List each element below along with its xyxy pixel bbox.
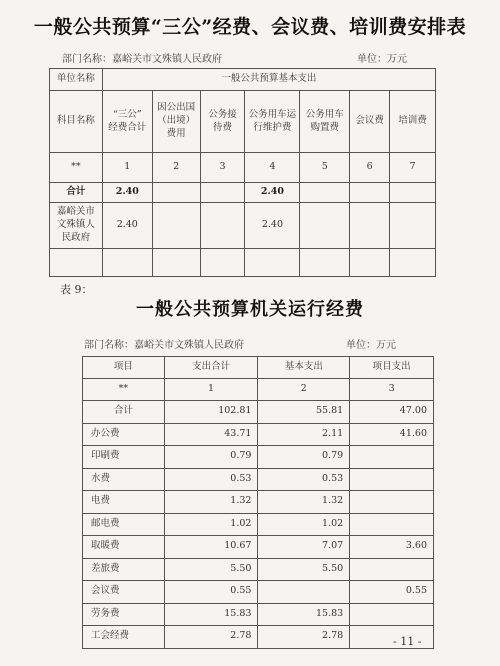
table1-org-row <box>50 203 436 249</box>
table-row <box>83 468 434 491</box>
table2-title: 一般公共预算机关运行经费 <box>136 299 364 320</box>
table1-empty-row <box>50 249 436 277</box>
table2-cell <box>350 491 434 514</box>
table1-col-header: 公务用车 购置费 <box>300 91 350 153</box>
table1-cell: 1 <box>102 153 152 183</box>
table1-cell: 2.40 <box>245 203 300 249</box>
table2-cell: 3 <box>350 379 434 401</box>
table2-cell: ** <box>83 379 165 401</box>
table2-cell: 1.02 <box>258 513 350 536</box>
table-row <box>83 558 434 581</box>
table1-title: 一般公共预算“三公”经费、会议费、培训费安排表 <box>33 16 467 38</box>
table1-dept: 部门名称：嘉峪关市文殊镇人民政府 <box>62 54 222 65</box>
table1-cell: 合计 <box>50 183 103 203</box>
table1-cell: 2.40 <box>102 203 152 249</box>
table2-cell: 3.60 <box>350 536 434 559</box>
table2-cell: 43.71 <box>164 423 258 446</box>
table1-org-name: 嘉峪关市 文殊镇人 民政府 <box>50 203 103 249</box>
table2-header-row <box>83 357 434 379</box>
table2-row-label: 会议费 <box>83 581 165 604</box>
table2-row-label: 办公费 <box>83 423 165 446</box>
page-number: - 11 - <box>393 635 422 648</box>
table2-body <box>83 401 434 649</box>
table2-cell <box>258 581 350 604</box>
table-row <box>83 626 434 649</box>
table1-unit: 单位：万元 <box>357 54 407 65</box>
table1-col-header: 培训费 <box>390 91 436 153</box>
table1-cell <box>350 183 390 203</box>
table2-row-label: 合计 <box>83 401 165 424</box>
table2-cell: 41.60 <box>350 423 434 446</box>
table2-cell: 10.67 <box>164 536 258 559</box>
table1-cell: 5 <box>300 153 350 183</box>
table2-cell: 1.32 <box>164 491 258 514</box>
table2-index-row <box>83 379 434 401</box>
table1-header-span: 一般公共预算基本支出 <box>102 69 435 91</box>
table1-unit-name-label: 单位名称 <box>50 69 103 91</box>
table2-cell: 1.32 <box>258 491 350 514</box>
table2-cell <box>350 468 434 491</box>
table-row <box>83 536 434 559</box>
table2-cell: 7.07 <box>258 536 350 559</box>
table2-col-header: 项目支出 <box>350 357 434 379</box>
table-row <box>83 423 434 446</box>
table2-row-label: 劳务费 <box>83 603 165 626</box>
table2-cell: 102.81 <box>164 401 258 424</box>
table2-cell: 2.78 <box>258 626 350 649</box>
table2-label: 表 9： <box>60 283 93 296</box>
table2-row-label: 水费 <box>83 468 165 491</box>
table2-cell: 0.55 <box>350 581 434 604</box>
table2-operating-costs <box>82 356 434 649</box>
table1-cell <box>300 183 350 203</box>
table2-cell <box>350 513 434 536</box>
table2-col-header: 项目 <box>83 357 165 379</box>
table2-cell: 55.81 <box>258 401 350 424</box>
table1-cell: 6 <box>350 153 390 183</box>
table2-cell: 2 <box>258 379 350 401</box>
table2-row-label: 邮电费 <box>83 513 165 536</box>
table2-row-label: 电费 <box>83 491 165 514</box>
table2-cell: 0.79 <box>258 446 350 469</box>
table1-cell <box>152 183 200 203</box>
table1-col-header: 公务接 待费 <box>200 91 245 153</box>
table2-cell: 0.79 <box>164 446 258 469</box>
table2-cell: 15.83 <box>164 603 258 626</box>
table2-cell: 0.53 <box>164 468 258 491</box>
table1-col-header: 因公出国 （出境） 费用 <box>152 91 200 153</box>
table1-total-row <box>50 183 436 203</box>
table1-cell <box>300 203 350 249</box>
table1-cell: 2.40 <box>245 183 300 203</box>
table2-cell: 5.50 <box>258 558 350 581</box>
table2-cell: 47.00 <box>350 401 434 424</box>
table2-cell <box>350 603 434 626</box>
table2-cell: 2.11 <box>258 423 350 446</box>
table-row <box>83 603 434 626</box>
table1-cell <box>152 203 200 249</box>
table2-cell: 1.02 <box>164 513 258 536</box>
table-row <box>83 401 434 424</box>
table2-unit: 单位：万元 <box>346 340 396 351</box>
table2-cell: 0.55 <box>164 581 258 604</box>
table2-dept: 部门名称：嘉峪关市文殊镇人民政府 <box>84 340 244 351</box>
table1-cell: 2.40 <box>102 183 152 203</box>
table1-cell: 7 <box>390 153 436 183</box>
table2-row-label: 工会经费 <box>83 626 165 649</box>
table1-col-headers <box>50 91 436 153</box>
table1-cell <box>350 203 390 249</box>
table1-header-row-1 <box>50 69 436 91</box>
table1-cell <box>390 203 436 249</box>
table-row <box>83 581 434 604</box>
table-row <box>83 491 434 514</box>
table2-row-label: 印刷费 <box>83 446 165 469</box>
table1-col-header: 科目名称 <box>50 91 103 153</box>
table2-cell: 1 <box>164 379 258 401</box>
table-row <box>83 513 434 536</box>
table1-cell: 3 <box>200 153 245 183</box>
table2-cell: 0.53 <box>258 468 350 491</box>
table2-row-label: 差旅费 <box>83 558 165 581</box>
table1-col-header: “三公” 经费合计 <box>102 91 152 153</box>
table2-row-label: 取暖费 <box>83 536 165 559</box>
table1-index-row <box>50 153 436 183</box>
table1-cell <box>200 203 245 249</box>
table2-cell <box>350 558 434 581</box>
table2-col-header: 支出合计 <box>164 357 258 379</box>
table1-cell <box>390 183 436 203</box>
table1-col-header: 公务用车运 行维护费 <box>245 91 300 153</box>
table2-col-header: 基本支出 <box>258 357 350 379</box>
table1-cell: 2 <box>152 153 200 183</box>
table2-cell: 5.50 <box>164 558 258 581</box>
table1-col-header: 会议费 <box>350 91 390 153</box>
table1-san-gong <box>49 68 436 277</box>
table1-cell <box>200 183 245 203</box>
table-row <box>83 446 434 469</box>
table1-cell: ** <box>50 153 103 183</box>
table2-cell: 15.83 <box>258 603 350 626</box>
table1-cell: 4 <box>245 153 300 183</box>
table2-cell <box>350 446 434 469</box>
table2-cell: 2.78 <box>164 626 258 649</box>
